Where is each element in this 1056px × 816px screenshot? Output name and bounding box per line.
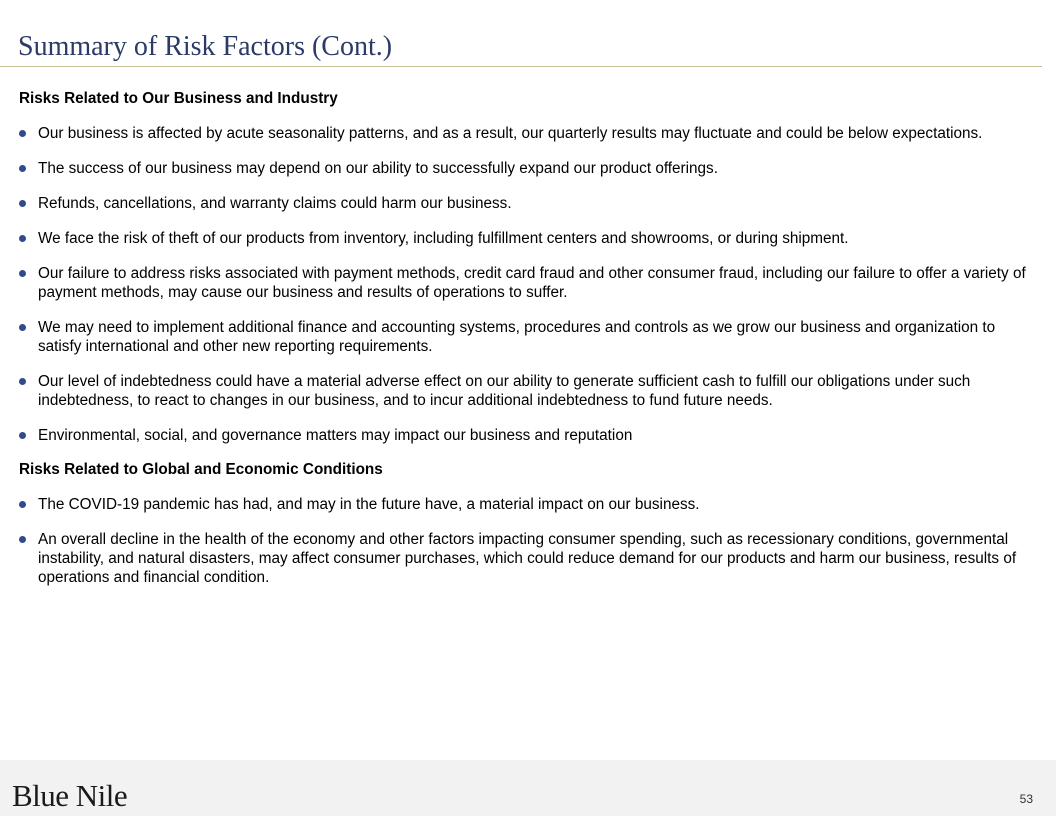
title-divider <box>0 66 1042 67</box>
bullet-dot-icon <box>19 235 26 242</box>
risk-text: The success of our business may depend on our ability to successfully expand our product offerings. <box>38 160 718 177</box>
risk-item <box>19 372 1039 410</box>
risk-text: Our failure to address risks associated with payment methods, credit card fraud and other consumer fraud, including our failure to offer a variety of payment methods, may cause our business and results of operations to suffer. <box>38 265 1026 301</box>
risk-item <box>19 124 1039 143</box>
section-heading: Risks Related to Our Business and Industry <box>19 90 338 107</box>
section-business-industry <box>19 89 1039 445</box>
bullet-dot-icon <box>19 536 26 543</box>
blue-nile-logo: Blue Nile <box>12 778 128 813</box>
risk-text: Refunds, cancellations, and warranty claims could harm our business. <box>38 195 512 212</box>
risk-item <box>19 264 1039 302</box>
slide-content <box>19 89 1039 602</box>
bullet-dot-icon <box>19 432 26 439</box>
bullet-dot-icon <box>19 270 26 277</box>
risk-item <box>19 530 1039 587</box>
risk-item <box>19 426 1039 445</box>
page-number: 53 <box>1019 792 1033 806</box>
slide-footer <box>0 760 1056 816</box>
risk-text: Our business is affected by acute seasonality patterns, and as a result, our quarterly results may fluctuate and could be below expectations. <box>38 125 983 142</box>
risk-text: An overall decline in the health of the economy and other factors impacting consumer spending, such as recessionary conditions, governmental instability, and natural disasters, may affect consumer purchases, which could reduce demand for our products and harm our business, results of operations and financial condition. <box>38 531 1017 586</box>
bullet-dot-icon <box>19 501 26 508</box>
bullet-dot-icon <box>19 165 26 172</box>
bullet-dot-icon <box>19 130 26 137</box>
risk-text: We may need to implement additional finance and accounting systems, procedures and controls as we grow our business and organization to satisfy international and other new reporting requirements. <box>38 319 996 355</box>
risk-item <box>19 159 1039 178</box>
bullet-dot-icon <box>19 200 26 207</box>
risk-list <box>19 495 1039 587</box>
slide-title: Summary of Risk Factors (Cont.) <box>18 31 393 62</box>
risk-item <box>19 229 1039 248</box>
bullet-dot-icon <box>19 324 26 331</box>
section-heading: Risks Related to Global and Economic Conditions <box>19 461 383 478</box>
bullet-dot-icon <box>19 378 26 385</box>
risk-text: The COVID-19 pandemic has had, and may in the future have, a material impact on our business. <box>38 496 700 513</box>
risk-list <box>19 124 1039 445</box>
risk-text: Environmental, social, and governance matters may impact our business and reputation <box>38 427 633 444</box>
risk-item <box>19 495 1039 514</box>
risk-text: Our level of indebtedness could have a material adverse effect on our ability to generate sufficient cash to fulfill our obligations under such indebtedness, to react to changes in our business, and to incur additional indebtedness to fund future needs. <box>38 373 971 409</box>
section-global-economic <box>19 460 1039 587</box>
risk-text: We face the risk of theft of our products from inventory, including fulfillment centers and showrooms, or during shipment. <box>38 230 849 247</box>
risk-item <box>19 318 1039 356</box>
risk-item <box>19 194 1039 213</box>
